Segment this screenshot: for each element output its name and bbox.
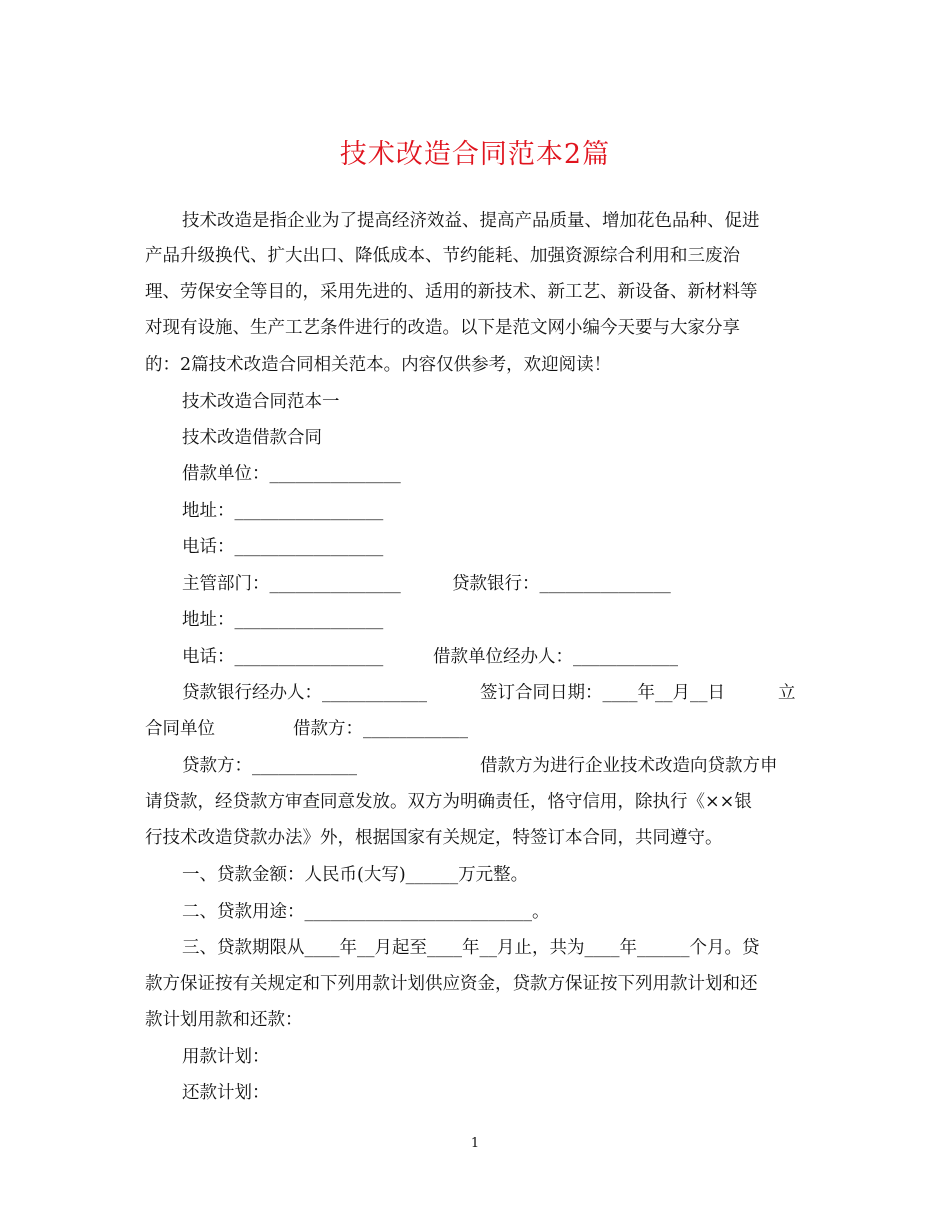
sign-date-field: 签订合同日期：____年__月__日: [480, 683, 725, 703]
lender-party-field: 贷款方：____________: [182, 756, 357, 776]
bank-agent-field: 贷款银行经办人：____________: [182, 683, 427, 703]
bank-field: 贷款银行：_______________: [452, 574, 671, 594]
clause-2: 二、贷款用途：__________________________。: [182, 902, 550, 922]
bank-address-field: 地址：_________________: [182, 610, 384, 630]
dept-field: 主管部门：_______________: [182, 574, 401, 594]
li-char: 立: [778, 683, 796, 703]
intro-line-1: 技术改造是指企业为了提高经济效益、提高产品质量、增加花色品种、促进: [182, 211, 760, 231]
borrower-address-field: 地址：_________________: [182, 501, 384, 521]
borrower-agent-field: 借款单位经办人：____________: [433, 647, 678, 667]
intro-line-3: 理、劳保安全等目的，采用先进的、适用的新技术、新工艺、新设备、新材料等: [145, 282, 758, 302]
contract-units-label: 合同单位: [145, 719, 215, 739]
use-plan-label: 用款计划：: [182, 1047, 270, 1067]
preamble-line-1: 借款方为进行企业技术改造向贷款方申: [480, 756, 778, 776]
preamble-line-2: 请贷款，经贷款方审查同意发放。双方为明确责任，恪守信用，除执行《××银: [145, 792, 752, 812]
intro-line-2: 产品升级换代、扩大出口、降低成本、节约能耗、加强资源综合利用和三废治: [145, 246, 740, 266]
section-title: 技术改造合同范本一: [182, 392, 340, 412]
clause-3-line-1: 三、贷款期限从____年__月起至____年__月止，共为____年______个月。贷: [182, 938, 760, 958]
clause-1: 一、贷款金额：人民币(大写)______万元整。: [182, 865, 529, 885]
borrower-phone-field: 电话：_________________: [182, 537, 384, 557]
contract-title: 技术改造借款合同: [182, 428, 322, 448]
borrower-party-field: 借款方：____________: [293, 719, 468, 739]
intro-line-4: 对现有设施、生产工艺条件进行的改造。以下是范文网小编今天要与大家分享: [145, 318, 740, 338]
repay-plan-label: 还款计划：: [182, 1083, 270, 1103]
document-title: 技术改造合同范本2篇: [339, 139, 611, 170]
bank-phone-field: 电话：_________________: [182, 647, 384, 667]
clause-3-line-2: 款方保证按有关规定和下列用款计划供应资金，贷款方保证按下列用款计划和还: [145, 974, 758, 994]
page-number: 1: [470, 1136, 480, 1151]
preamble-line-3: 行技术改造贷款办法》外，根据国家有关规定，特签订本合同，共同遵守。: [145, 828, 723, 848]
clause-3-line-3: 款计划用款和还款：: [145, 1010, 303, 1030]
intro-line-5: 的：2篇技术改造合同相关范本。内容仅供参考，欢迎阅读！: [145, 355, 612, 375]
borrower-unit-field: 借款单位：_______________: [182, 464, 401, 484]
